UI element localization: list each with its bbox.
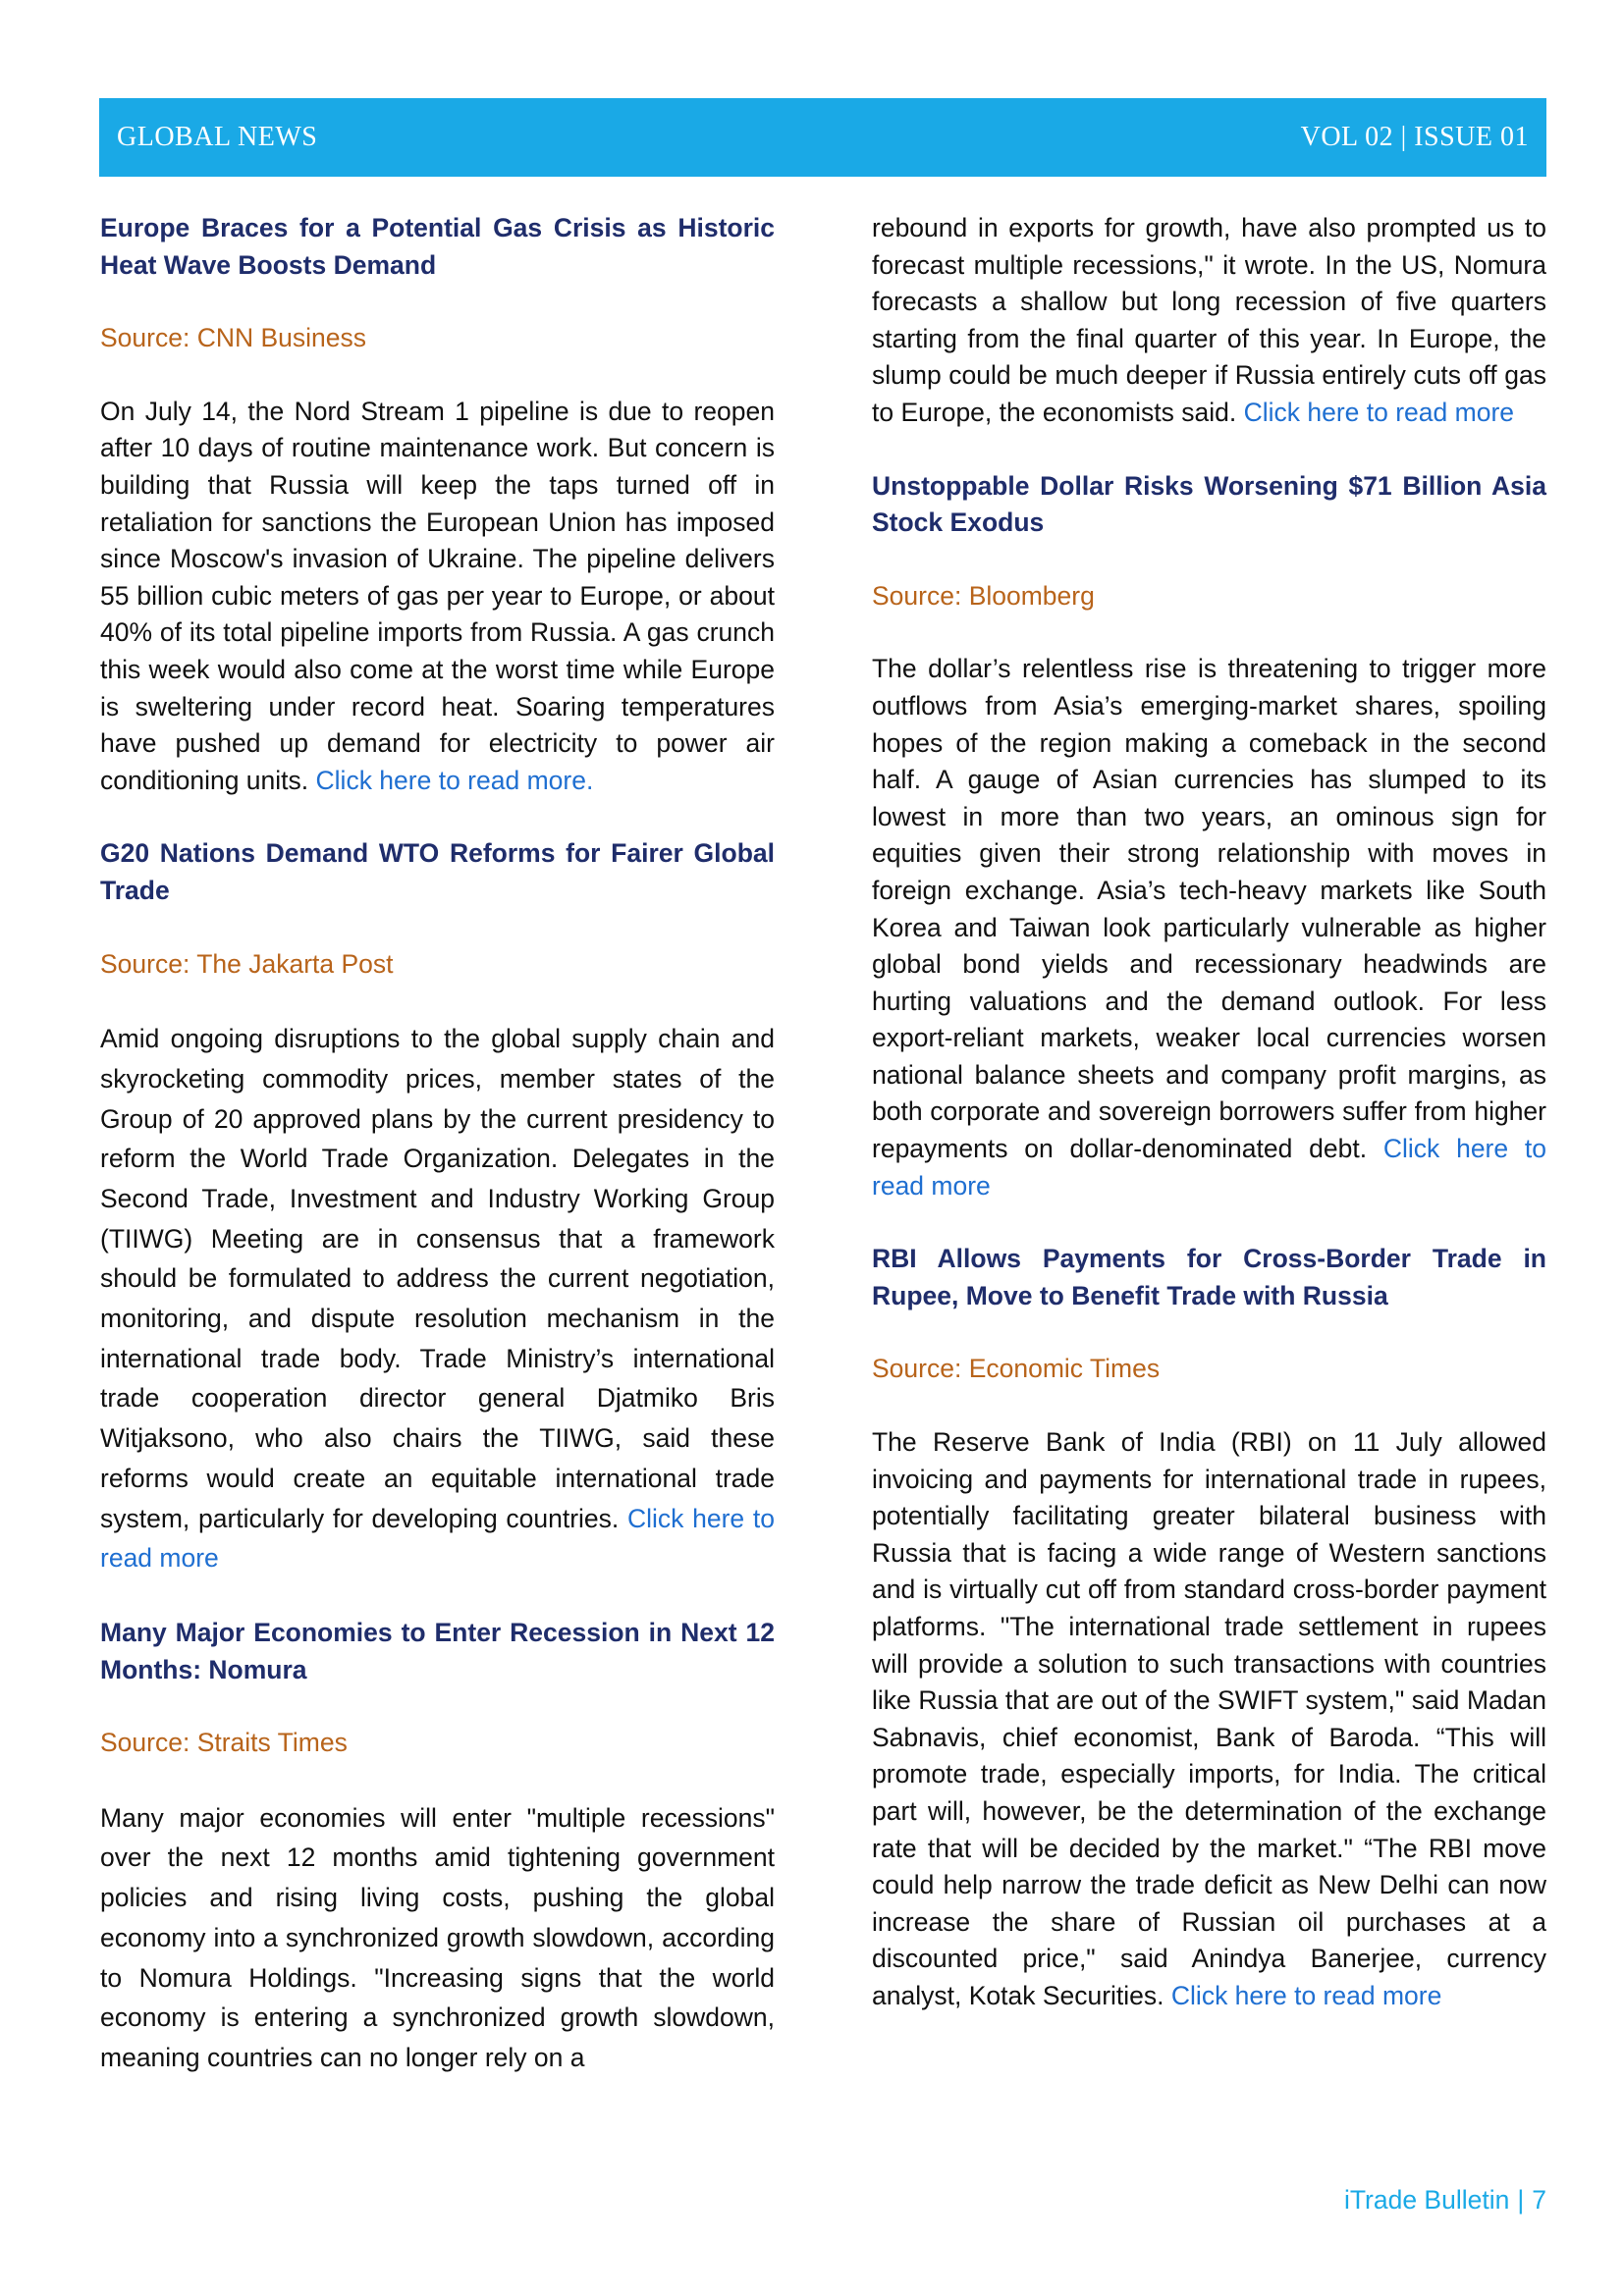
article-body-text: The Reserve Bank of India (RBI) on 11 July allowed invoicing and payments for international trade in rupees, potentially facilitating greater bilateral business with Russia that is facing a wide range of Western sanctions and is virtually cut off from standard cross-border payment platforms. "The international trade settlement in rupees will provide a solution to such transactions with countries like Russia that are out of the SWIFT system," said Madan Sabnavis, chief economist, Bank of Baroda. “This will promote trade, especially imports, for India. The critical part will, however, be the determination of the exchange rate that will be decided by the market." “The RBI move could help narrow the trade deficit as New Delhi can now increase the share of Russian oil purchases at a discounted price," said Anindya Banerjee, currency analyst, Kotak Securities. [872,1427,1546,2010]
read-more-link[interactable]: Click here to read more [1170,1980,1442,2010]
article-body [100,394,775,800]
article-rbi-rupee [872,1241,1546,2014]
article-body [100,1019,775,1578]
article-body-text: On July 14, the Nord Stream 1 pipeline is due to reopen after 10 days of routine maintenance work. But concern is building that Russia will keep the taps turned off in retaliation for sanctions the European Union has imposed since Moscow's invasion of Ukraine. The pipeline delivers 55 billion cubic meters of gas per year to Europe, or about 40% of its total pipeline imports from Russia. A gas crunch this week would also come at the worst time while Europe is sweltering under record heat. Soaring temperatures have pushed up demand for electricity to power air conditioning units. [100,396,775,795]
article-body [872,1424,1546,2015]
read-more-link[interactable]: Click here to read more [1243,397,1515,427]
article-headline: Europe Braces for a Potential Gas Crisis as Historic Heat Wave Boosts Demand [100,213,775,280]
article-source: Source: CNN Business [100,323,366,353]
article-source: Source: Economic Times [872,1354,1161,1384]
article-g20-wto [100,835,775,1578]
page-number: 7 [1532,2185,1546,2215]
article-body-part1: Many major economies will enter "multiple recessions" over the next 12 months amid tightening government policies and rising living costs, pushing the global economy into a synchronized growth slowdown, according to Nomura Holdings. "Increasing signs that the world economy is entering a synchronized growth slowdown, meaning countries can no longer rely on a [100,1802,775,2072]
article-dollar-asia [872,468,1546,1205]
article-body [872,210,1546,432]
section-title: GLOBAL NEWS [117,122,318,152]
article-body-text: Amid ongoing disruptions to the global supply chain and skyrocketing commodity prices, member states of the Group of 20 approved plans by the current presidency to reform the World Trade Organization. Delegates in the Second Trade, Investment and Industry Working Group (TIIWG) Meeting are in consensus that a framework should be formulated to address the current negotiation, monitoring, and dispute resolution mechanism in the international trade body. Trade Ministry’s international trade cooperation director general Djatmiko Bris Witjaksono, who also chairs the TIIWG, said these reforms would create an equitable international trade system, particularly for developing countries. [100,1024,775,1533]
article-nomura-recession [100,1615,775,2078]
page-footer [1344,2185,1546,2216]
footer-separator: | [1517,2185,1525,2215]
article-source: Source: Bloomberg [872,580,1095,611]
issue-label: VOL 02 | ISSUE 01 [1300,122,1529,152]
bulletin-title: iTrade Bulletin [1343,2185,1510,2215]
left-column [100,210,775,2078]
article-body-text: The dollar’s relentless rise is threatening to trigger more outflows from Asia’s emerging-market shares, spoiling hopes of the region making a comeback in the second half. A gauge of Asian currencies has slumped to its lowest in more than two years, an ominous sign for equities given their strong relationship with moves in foreign exchange. Asia’s tech-heavy markets like South Korea and Taiwan look particularly vulnerable as higher global bond yields and recessionary headwinds are hurting valuations and the demand outlook. For less export-reliant markets, weaker local currencies worsen national balance sheets and company profit margins, as both corporate and sovereign borrowers suffer from higher repayments on dollar-denominated debt. [872,654,1546,1164]
right-column [872,210,1546,2015]
header-band [99,98,1546,177]
article-headline: RBI Allows Payments for Cross-Border Trade in Rupee, Move to Benefit Trade with Russia [872,1244,1546,1310]
article-source: Source: The Jakarta Post [100,948,394,979]
article-body-part2: rebound in exports for growth, have also prompted us to forecast multiple recessions," it wrote. In the US, Nomura forecasts a shallow but long recession of five quarters starting from the final quarter of this year. In Europe, the slump could be much deeper if Russia entirely cuts off gas to Europe, the economists said. [872,213,1546,427]
article-headline: Many Major Economies to Enter Recession in Next 12 Months: Nomura [100,1617,775,1684]
article-headline: G20 Nations Demand WTO Reforms for Fairer Global Trade [100,838,775,905]
article-gas-crisis [100,210,775,799]
article-body [872,651,1546,1204]
article-headline: Unstoppable Dollar Risks Worsening $71 Billion Asia Stock Exodus [872,470,1546,538]
read-more-link[interactable]: Click here to read more [872,1134,1547,1201]
read-more-link[interactable]: Click here to read more [100,1503,775,1574]
article-nomura-recession-continued [872,210,1546,432]
read-more-link[interactable]: Click here to read more. [315,765,594,795]
article-source: Source: Straits Times [100,1728,348,1758]
